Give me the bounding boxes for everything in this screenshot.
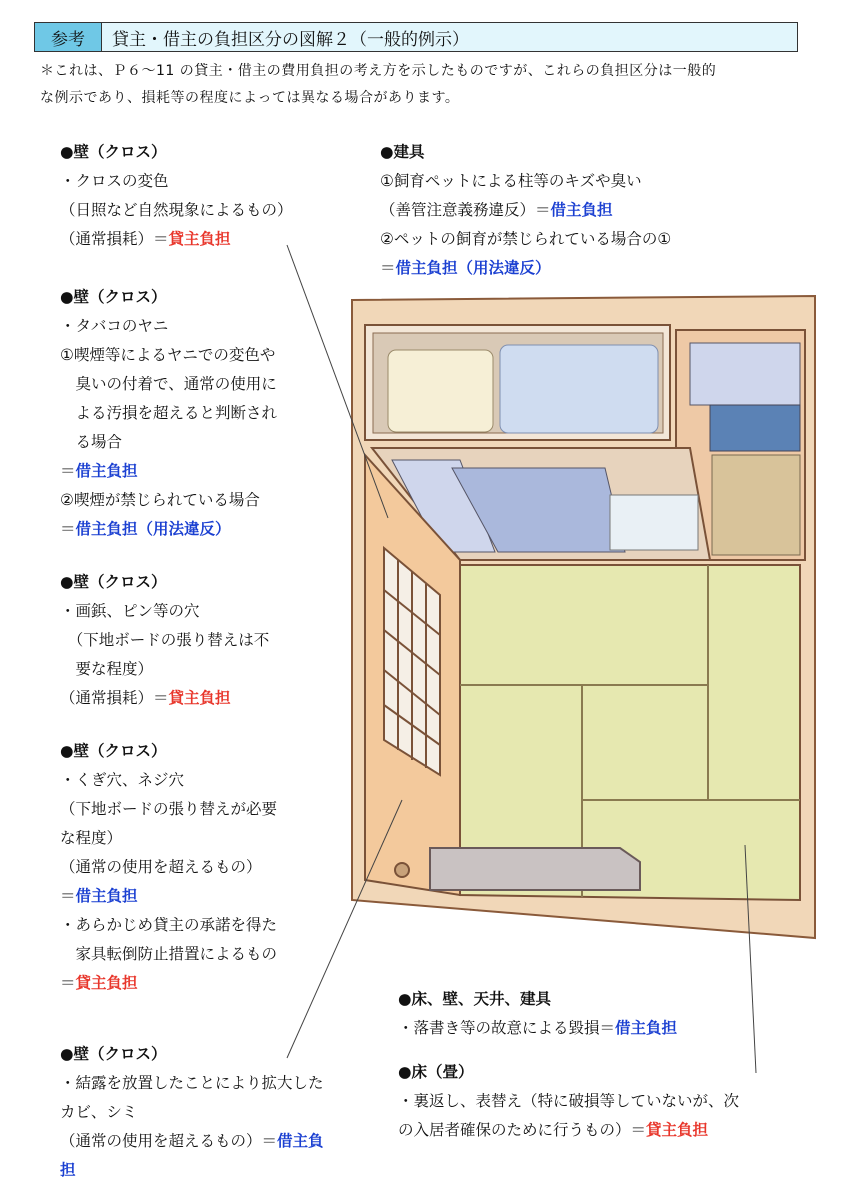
note-heading: ●壁（クロス） — [60, 573, 167, 591]
note-heading: ●建具 — [380, 143, 425, 161]
note-heading: ●床（畳） — [398, 1063, 474, 1081]
tenant-burden-label: 借主負担 — [550, 201, 613, 219]
tenant-burden-label: 借主負担 — [615, 1019, 678, 1037]
wall-cloth-nail-holes-note — [60, 737, 277, 998]
tenant-burden-label: 借主負担（用法違反） — [75, 520, 231, 538]
note-line: （下地ボードの張り替えは不 — [60, 631, 270, 649]
wall-cloth-pin-holes-note — [60, 568, 269, 713]
note-heading: ●床、壁、天井、建具 — [398, 990, 552, 1008]
tatami-note — [398, 1058, 739, 1145]
intro-line: ＊これは、Ｐ６～11 の貸主・借主の費用負担の考え方を示したものですが、これらの負担区分は一般的 — [40, 63, 717, 79]
note-line: ②ペットの飼育が禁じられている場合の① — [380, 230, 672, 248]
note-line: の入居者確保のために行うもの）＝貸主負担 — [398, 1121, 709, 1139]
note-line: 要な程度） — [60, 660, 154, 678]
landlord-burden-label: 貸主負担 — [168, 230, 231, 248]
note-line: ②喫煙が禁じられている場合 — [60, 491, 260, 509]
graffiti-damage-note — [398, 985, 677, 1043]
note-heading: ●壁（クロス） — [60, 742, 167, 760]
note-line: る場合 — [60, 433, 123, 451]
tenant-burden-label: 借主負担 — [75, 462, 138, 480]
landlord-burden-label: 貸主負担 — [646, 1121, 709, 1139]
note-line: よる汚損を超えると判断され — [60, 404, 278, 422]
note-line: （通常損耗）＝貸主負担 — [60, 230, 231, 248]
tenant-burden-label: 担 — [60, 1161, 76, 1179]
note-line: ・結露を放置したことにより拡大した — [60, 1074, 324, 1092]
note-line: （通常の使用を超えるもの）＝借主負 — [60, 1132, 324, 1150]
note-line: 臭いの付着で、通常の使用に — [60, 375, 277, 393]
reference-tag: 参考 — [35, 23, 102, 51]
tenant-burden-label: 借主負 — [277, 1132, 324, 1150]
wall-cloth-tobacco-note — [60, 283, 277, 544]
tenant-burden-label: 借主負担 — [75, 887, 138, 905]
note-line: ・あらかじめ貸主の承諾を得た — [60, 916, 278, 934]
note-line: ＝借主負担（用法違反） — [380, 259, 551, 277]
note-line: ・画鋲、ピン等の穴 — [60, 602, 200, 620]
landlord-burden-label: 貸主負担 — [75, 974, 138, 992]
note-line: ＝借主負担 — [60, 462, 138, 480]
note-line: 家具転倒防止措置によるもの — [60, 945, 278, 963]
wall-cloth-mold-note — [60, 1040, 324, 1185]
note-line: な程度） — [60, 829, 123, 847]
note-line: ＝借主負担（用法違反） — [60, 520, 231, 538]
note-line: ①喫煙等によるヤニでの変色や — [60, 346, 276, 364]
note-line: カビ、シミ — [60, 1103, 138, 1121]
note-line: ・落書き等の故意による毀損＝借主負担 — [398, 1019, 678, 1037]
note-line: （通常損耗）＝貸主負担 — [60, 689, 231, 707]
note-line: ・裏返し、表替え（特に破損等していないが、次 — [398, 1092, 740, 1110]
note-heading: ●壁（クロス） — [60, 1045, 167, 1063]
wall-cloth-discoloration-note — [60, 138, 293, 254]
note-heading: ●壁（クロス） — [60, 288, 167, 306]
note-heading: ●壁（クロス） — [60, 143, 167, 161]
fittings-pet-note — [380, 138, 671, 283]
note-line: （善管注意義務違反）＝借主負担 — [380, 201, 613, 219]
note-line: ①飼育ペットによる柱等のキズや臭い — [380, 172, 642, 190]
note-line: ・くぎ穴、ネジ穴 — [60, 771, 185, 789]
note-line: ・クロスの変色 — [60, 172, 169, 190]
note-line: ＝借主負担 — [60, 887, 138, 905]
intro-line: な例示であり、損耗等の程度によっては異なる場合があります。 — [40, 90, 460, 106]
tenant-burden-label: 借主負担（用法違反） — [395, 259, 551, 277]
note-line: （下地ボードの張り替えが必要 — [60, 800, 278, 818]
landlord-burden-label: 貸主負担 — [168, 689, 231, 707]
note-line: （日照など自然現象によるもの） — [60, 201, 293, 219]
note-line: ・タバコのヤニ — [60, 317, 169, 335]
note-line: ＝貸主負担 — [60, 974, 138, 992]
note-line: （通常の使用を超えるもの） — [60, 858, 262, 876]
page-title: 貸主・借主の負担区分の図解２（一般的例示） — [102, 23, 797, 51]
